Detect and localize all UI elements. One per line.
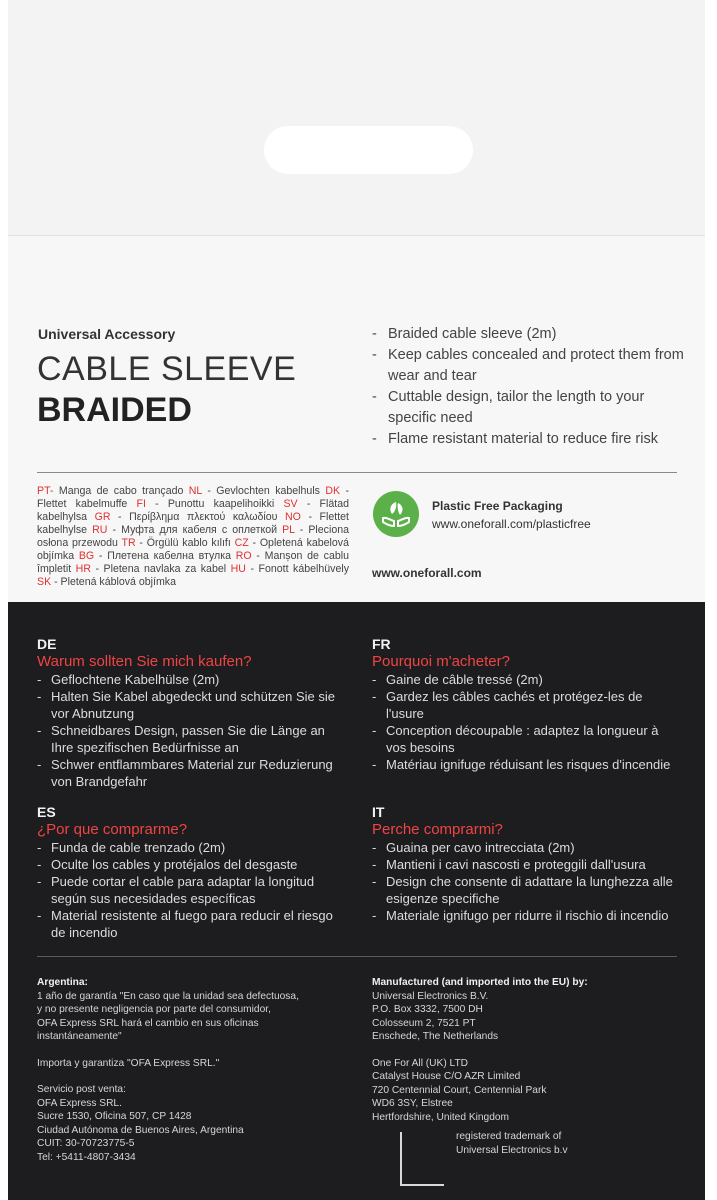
info-line: Servicio post venta:: [37, 1084, 126, 1095]
lang-heading: Warum sollten Sie mich kaufen?: [37, 653, 252, 670]
info-line: Hertfordshire, United Kingdom: [372, 1111, 510, 1123]
lang-text: - Flätad kabelhylsa: [37, 498, 349, 523]
lang-code: CZ: [234, 537, 249, 549]
lang-text: - Περίβλημα πλεκτού καλωδίου: [110, 511, 286, 523]
info-title: Manufactured (and imported into the EU) by:: [372, 977, 588, 988]
eco-url: www.oneforall.com/plasticfree: [432, 517, 591, 531]
translations-block: [37, 485, 349, 589]
info-line: Enschede, The Netherlands: [372, 1031, 499, 1042]
lang-item: - Gardez les câbles cachés et protégez-les de l'usure: [372, 688, 682, 722]
info-line: One For All (UK) LTD: [372, 1057, 469, 1069]
argentina-info: [37, 976, 337, 1164]
lang-text: - Opletená kabelová objímka: [37, 537, 349, 562]
hang-tab: [8, 0, 705, 236]
feature-item: - Cuttable design, tailor the length to your specific need: [372, 387, 692, 429]
feature-list: [372, 324, 692, 450]
lang-text: Manga de cabo trançado: [53, 485, 189, 497]
lang-text: - Manșon de cablu împletit: [37, 550, 349, 575]
info-line: OFA Express SRL.: [37, 1097, 122, 1109]
lang-code: FR: [372, 636, 391, 652]
info-line: Universal Electronics b.v: [456, 1144, 568, 1156]
lang-code: GR: [94, 511, 111, 523]
product-variant: BRAIDED: [37, 391, 192, 429]
lang-code: HR: [75, 563, 91, 575]
lang-code: SV: [283, 498, 298, 510]
info-line: 720 Centennial Court, Centennial Park: [372, 1084, 547, 1096]
lang-item: - Matériau ignifuge réduisant les risques d'incendie: [372, 756, 682, 773]
lang-text: - Flettet kabelhylse: [37, 511, 349, 536]
lang-text: - Pletená káblová objímka: [51, 576, 176, 588]
lang-text: - Pletena navlaka za kabel: [90, 563, 231, 575]
lang-item: - Conception découpable : adaptez la longueur à vos besoins: [372, 722, 682, 756]
product-category: Universal Accessory: [38, 326, 176, 342]
info-line: Colosseum 2, 7521 PT: [372, 1017, 476, 1029]
divider: [37, 472, 677, 473]
lang-code: NL: [188, 485, 202, 497]
lang-text: - Fonott kábelhüvely: [245, 563, 349, 575]
hands-leaf-icon: [372, 490, 420, 538]
lang-item: - Schneidbares Design, passen Sie die Länge an Ihre spezifischen Bedürfnisse an: [37, 722, 347, 756]
lang-heading: ¿Por que comprarme?: [37, 821, 188, 838]
left-edge: [0, 0, 8, 1200]
lang-text: - Gevlochten kabelhuls: [201, 485, 326, 497]
website: www.oneforall.com: [372, 566, 482, 580]
info-line: P.O. Box 3332, 7500 DH: [372, 1004, 483, 1015]
lang-block-de: [37, 636, 347, 790]
lang-text: - Муфта для кабеля с оплеткой: [107, 524, 283, 536]
lang-heading: Pourquoi m'acheter?: [372, 653, 510, 670]
lang-block-es: [37, 804, 347, 941]
lang-heading: Perche comprarmi?: [372, 821, 503, 838]
info-line: Catalyst House C/O AZR Limited: [372, 1071, 521, 1082]
lang-code: PT-: [37, 485, 54, 497]
feature-item: - Flame resistant material to reduce fire risk: [372, 429, 692, 450]
info-title: Argentina:: [37, 977, 88, 988]
hang-hole: [264, 126, 473, 174]
lang-code: RU: [92, 524, 108, 536]
lang-item: - Halten Sie Kabel abgedeckt und schützen Sie sie vor Abnutzung: [37, 688, 347, 722]
info-line: registered trademark of: [456, 1131, 562, 1142]
lang-item: - Gaine de câble tressé (2m): [372, 671, 682, 688]
lang-code: DK: [325, 485, 341, 497]
right-edge: [705, 0, 717, 1200]
lang-code: PL: [282, 524, 295, 536]
lang-item: - Funda de cable trenzado (2m): [37, 839, 347, 856]
info-line: Universal Electronics B.V.: [372, 990, 489, 1002]
lang-item: - Mantieni i cavi nascosti e proteggili dall'usura: [372, 856, 682, 873]
lang-text: - Pleciona osłona przewodu: [37, 524, 349, 549]
lang-code: HU: [230, 563, 246, 575]
lang-code: ES: [37, 804, 56, 820]
lang-text: - Örgülü kablo kılıfı: [135, 537, 235, 549]
lang-item: - Oculte los cables y protéjalos del desgaste: [37, 856, 347, 873]
lang-code: SK: [37, 576, 52, 588]
lang-code: BG: [78, 550, 95, 562]
lang-block-it: [372, 804, 682, 924]
info-line: instantáneamente": [37, 1031, 122, 1042]
lang-item: - Schwer entflammbares Material zur Reduzierung von Brandgefahr: [37, 756, 347, 790]
lang-item: - Design che consente di adattare la lunghezza alle esigenze specifiche: [372, 873, 682, 907]
feature-item: - Braided cable sleeve (2m): [372, 324, 692, 345]
eco-title: Plastic Free Packaging: [432, 499, 563, 513]
info-line: Sucre 1530, Oficina 507, CP 1428: [37, 1111, 192, 1122]
lang-code: RO: [235, 550, 252, 562]
info-line: WD6 3SY, Elstree: [372, 1098, 453, 1109]
lang-item: - Puede cortar el cable para adaptar la longitud según sus necesidades específicas: [37, 873, 347, 907]
lang-code: TR: [121, 537, 136, 549]
lang-code: DE: [37, 636, 57, 652]
info-line: Importa y garantiza "OFA Express SRL.": [37, 1057, 220, 1069]
lang-block-fr: [372, 636, 682, 773]
info-line: y no presente negligencia por parte del consumidor,: [37, 1004, 271, 1015]
info-line: 1 año de garantía "En caso que la unidad sea defectuosa,: [37, 990, 299, 1002]
lang-text: - Flettet kabelmuffe: [37, 485, 349, 510]
info-line: Ciudad Autónoma de Buenos Aires, Argentina: [37, 1124, 244, 1136]
info-line: CUIT: 30-70723775-5: [37, 1138, 135, 1149]
lang-text: - Punottu kaapelihoikki: [145, 498, 284, 510]
info-line: Tel: +5411-4807-3434: [37, 1151, 136, 1163]
lang-code: NO: [285, 511, 301, 523]
divider: [37, 956, 677, 957]
lang-code: IT: [372, 804, 385, 820]
lang-item: - Materiale ignifugo per ridurre il rischio di incendio: [372, 907, 682, 924]
lang-item: - Material resistente al fuego para reducir el riesgo de incendio: [37, 907, 347, 941]
manufacturer-info: [372, 976, 672, 1157]
feature-item: - Keep cables concealed and protect them from wear and tear: [372, 345, 692, 387]
lang-code: FI: [136, 498, 146, 510]
lang-text: - Плетена кабелна втулка: [94, 550, 236, 562]
logo-fragment: [400, 1132, 444, 1186]
lang-item: - Guaina per cavo intrecciata (2m): [372, 839, 682, 856]
info-line: OFA Express SRL hará el cambio en sus oficinas: [37, 1017, 259, 1029]
product-title: CABLE SLEEVE: [37, 350, 297, 388]
lang-item: - Geflochtene Kabelhülse (2m): [37, 671, 347, 688]
